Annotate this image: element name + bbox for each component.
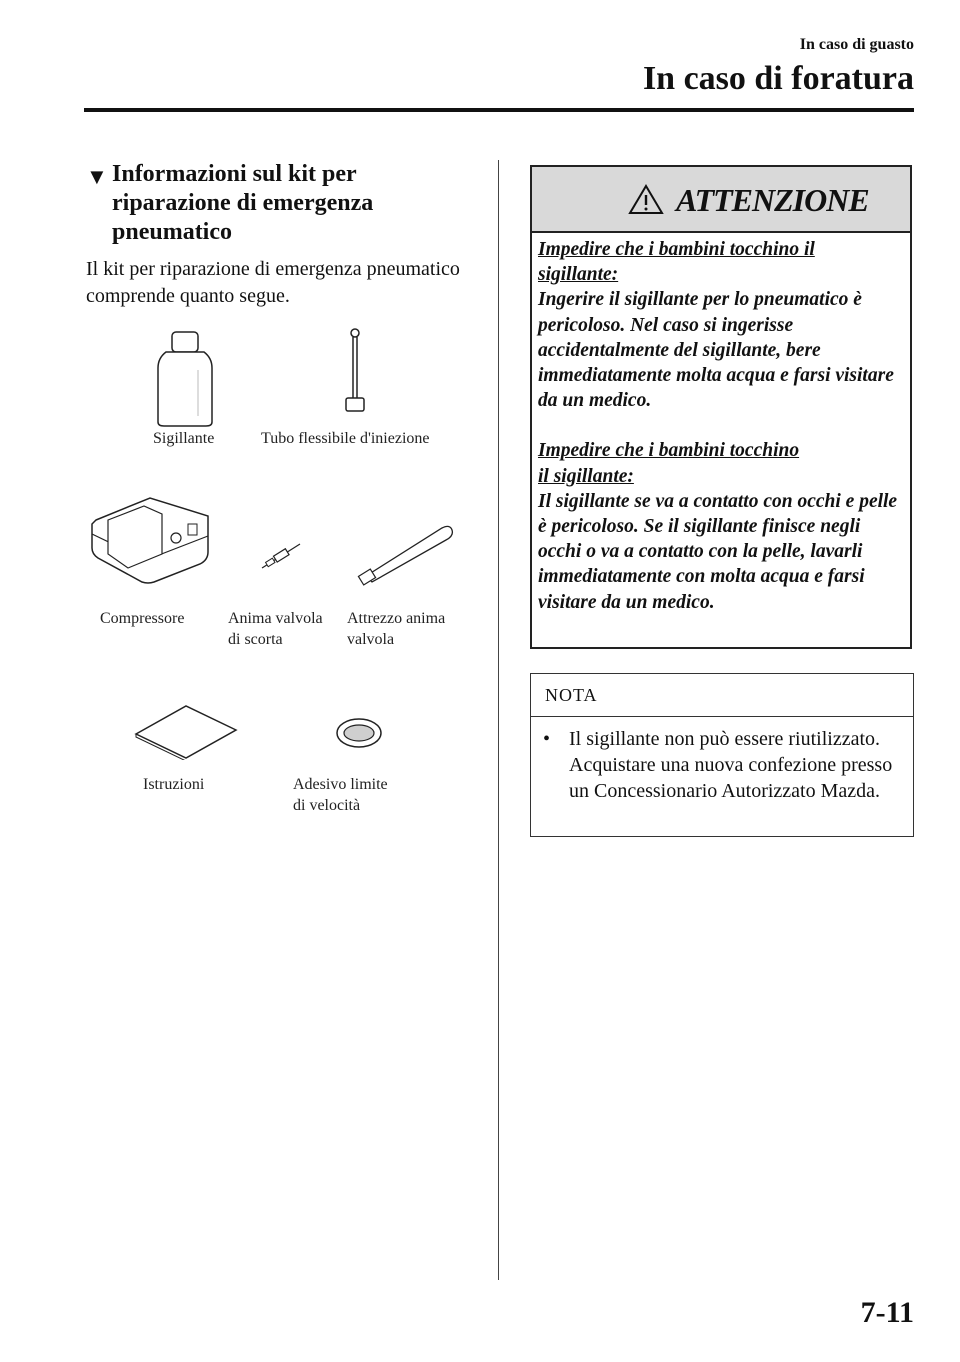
speed-label-label-2: di velocità [293,797,361,814]
section-heading-text: Informazioni sul kit per riparazione di emergenza pneumatico [112,161,374,245]
intro-paragraph: Il kit per riparazione di emergenza pneumatico comprende quanto segue. [86,258,460,307]
page-number: 7-11 [860,1296,914,1329]
injection-hose-icon [340,328,370,414]
section-heading [86,160,476,247]
warning-body [538,237,906,615]
warning-p2-heading-2: il sigillante: [538,465,634,487]
note-text: Il sigillante non può essere riutilizzato. Acquistare una nuova confezione presso un Concessionario Autorizzato Mazda. [569,728,893,802]
valve-core-icon [258,540,304,572]
compressor-icon [88,494,214,586]
warning-p2-body: Il sigillante se va a contatto con occhi e pelle è pericoloso. Se il sigillante finisce negli occhi o va a contatto con la pelle, lavarli immediatamente con molta acqua e farsi visitare da un medico. [538,490,898,613]
sealant-bottle-icon [152,330,218,428]
note-box [530,673,914,837]
header-rule [84,108,914,112]
note-bullet-icon: • [543,728,551,750]
speed-label-sticker-icon [334,716,384,750]
valve-tool-label-1: Attrezzo anima [347,610,446,627]
warning-header [532,167,910,233]
valve-tool-label-2: valvola [347,631,395,648]
chapter-title: In caso di guasto [799,36,914,53]
warning-triangle-icon [628,183,664,215]
warning-p2-heading-1: Impedire che i bambini tocchino [538,440,800,462]
valve-core-label-1: Anima valvola [228,610,323,627]
note-header [531,674,913,717]
speed-label-label-1: Adesivo limite [293,776,388,793]
hose-label: Tubo flessibile d'iniezione [261,430,430,447]
compressor-label: Compressore [100,610,185,627]
warning-p1-heading-2: sigillante: [538,264,619,286]
warning-p1-heading-1: Impedire che i bambini tocchino il [538,239,815,260]
warning-title: ATTENZIONE [676,182,869,218]
valve-core-label-2: di scorta [228,631,283,648]
triangle-marker-icon: ▼ [86,164,108,189]
instructions-label: Istruzioni [143,776,205,793]
note-title: NOTA [545,685,598,705]
page-title: In caso di foratura [642,60,914,97]
column-divider [498,160,499,1280]
warning-box [530,165,912,649]
instructions-booklet-icon [134,704,238,760]
warning-p1-body: Ingerire il sigillante per lo pneumatico è pericoloso. Nel caso si ingerisse accidentalmente del sigillante, bere immediatamente molta acqua e farsi visitare da un medico. [538,289,894,412]
sealant-label: Sigillante [153,430,215,447]
valve-tool-icon [356,520,456,586]
